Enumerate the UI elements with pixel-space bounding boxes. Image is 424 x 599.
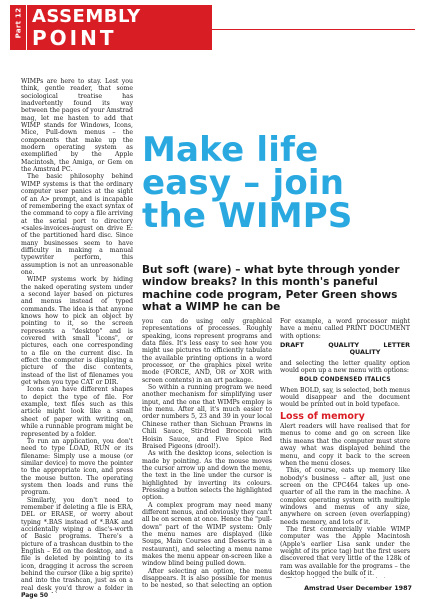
section-title-line2: POINT xyxy=(32,26,117,50)
paragraph: For example, a word processor might have a menu called PRINT DOCUMENT with options: xyxy=(280,318,410,340)
standfirst: But soft (ware) – what byte through yonder window breaks? In this month's paneful machine code program, Peter Green shows what a WIMP he can be xyxy=(142,264,400,314)
paragraph: Similarly, you don't need to remember if deleting a file is ERA, DEL or ERASE, or worry about typing *.BAS instead of *.BAK and accidentally wiping a disc's-worth of Basic programs. There's a picture of a trashcan dustbin to the English – Ed on the desktop, and a file is deleted by pointing to its icon, dragging it across the screen behind the cursor (like a big sprite) and into the trashcan, just as on a real desk you'd throw a folder in xyxy=(21,496,133,592)
headline-line: Make life xyxy=(142,130,319,170)
style-options: BOLD CONDENSED ITALICS xyxy=(299,377,391,384)
print-options-row xyxy=(280,342,410,349)
paragraph: you can do using only graphical representations of processes. Roughly speaking, icons represent programs and data files. It's less easy to see how you might use pictures to efficiently tabulate the available printing options in a word processor, or the graphics pixel write mode (FORCE, AND, OR or XOR with screen contents) in an art package. xyxy=(142,318,272,384)
section-title-line1: ASSEMBLY xyxy=(32,6,141,27)
paragraph: To run an application, you don't need to type LOAD, RUN or its filename: Simply use a mouse (or similar device) to move the pointer to the appropriate icon, and press the mouse button. The operating system then loads and runs the program. xyxy=(21,437,133,497)
headline-line: the WIMPS xyxy=(142,196,353,236)
option-quality: QUALITY xyxy=(328,341,360,350)
header-rule xyxy=(212,29,415,30)
paragraph: A complex program may need many different menus, and obviously they can't all be on screen at once. Hence the "pull-down" part of the WIMP system: Only the menu names are displayed (like Soups, Main Courses and Desserts in a restaurant), and selecting a menu name makes the menu appear on-screen like a window blind being pulled down. xyxy=(142,501,272,568)
option-letter-quality: QUALITY xyxy=(349,348,381,357)
option-draft: DRAFT xyxy=(280,341,304,350)
paragraph: After selecting an option, the menu disappears. It is also possible for menus to be nested, so that selecting an option xyxy=(142,567,272,588)
column-2 xyxy=(142,318,272,588)
paragraph: and selecting the letter quality option would open up a new menu with options: xyxy=(280,359,410,375)
paragraph: Icons can have different shapes to depict the type of file. For example, text files such as this article might look like a small sheet of paper with writing on, while a runnable program might be represented by a folder. xyxy=(21,386,133,438)
paragraph: As with the desktop icons, selection is made by pointing. As the mouse moves the cursor arrow up and down the menu, the text in the line under the cursor is highlighted by inverting its colours. Pressing a button selects the highlighted option. xyxy=(142,450,272,502)
subheading: Loss of memory xyxy=(280,410,365,422)
headline-line: easy – join xyxy=(142,163,345,203)
column-3 xyxy=(280,318,410,578)
page-number: Page 50 xyxy=(21,592,49,599)
part-tab xyxy=(10,5,27,50)
paragraph: So within a running program we need another mechanism for simplifying user input, and the one that WIMPs employ is the menu. After all, it's much easier to order numbers 5, 23 and 39 in your local Chinese rather than Sichuan Prawns in Chili Sauce, Stir-fried Broccoli with Hoisin Sauce, and Five Spice Red Braised Pigeons (drool!). xyxy=(142,384,272,450)
issue-line: Amstrad User December 1987 xyxy=(304,584,412,592)
paragraph: The basic philosophy behind WIMP systems is that the ordinary computer user panics at the sight of an A> prompt, and is incapable of remembering the exact syntax of the command to copy a file arriving at the serial port to directory <sales-invoices-august on drive E: of the partitioned hard disc. Since many businesses seem to have difficulty in making a manual typewriter perform, this assumption is not an unreasonable one. xyxy=(21,173,133,276)
paragraph: WIMP systems work by hiding the naked operating system under a second layer based on pictures and menus instead of typed commands. The idea is that anyone knows how to pick an object by pointing to it, so the screen represents a "desktop" and is covered with small "icons", or pictures, each one corresponding to a file on the current disc. In effect the computer is displaying a picture of the disc contents, instead of the list of filenames you get when you type CAT or DIR. xyxy=(21,276,133,387)
paragraph: This, of course, eats up memory like nobody's business – after all, just one screen on the CPC464 takes up one-quarter of all the ram in the machine. A complex operating system with multiple windows and menus of any size, anywhere on screen (even overlapping) needs memory, and lots of it. xyxy=(280,467,410,526)
paragraph: The first commercially viable WIMP computer was the Apple Macintosh (Apple's earlier Lisa sank under the weight of its price tag) but the first users discovered that very little of the 128k of ram was available for the programs – the desktop hogged the bulk of it. xyxy=(280,525,410,577)
paragraph: WIMPs are here to stay. Lest you think, gentle reader, that some sociological treatise has inadvertently found its way between the pages of your Amstrad mag, let me hasten to add that WIMP stands for Windows, Icons, Mice, Pull-down menus – the components that make up the modern operating system as exemplified by the Apple Macintosh, the Amiga, or Gem on the Amstrad PC. xyxy=(21,78,133,174)
paragraph: When BOLD, say, is selected, both menus would disappear and the document would be printed out in bold typeface. xyxy=(280,386,410,409)
paragraph xyxy=(280,577,410,578)
headline xyxy=(142,130,414,236)
option-letter: LETTER xyxy=(383,341,410,350)
part-number: Part 12 xyxy=(14,7,23,39)
paragraph: Alert readers will have realised that for menus to come and go on screen like this means that the computer must store away what was displayed behind the menu, and copy it back to the screen when the menu closes. xyxy=(280,423,410,467)
section-header xyxy=(10,5,212,50)
column-1 xyxy=(21,78,133,593)
